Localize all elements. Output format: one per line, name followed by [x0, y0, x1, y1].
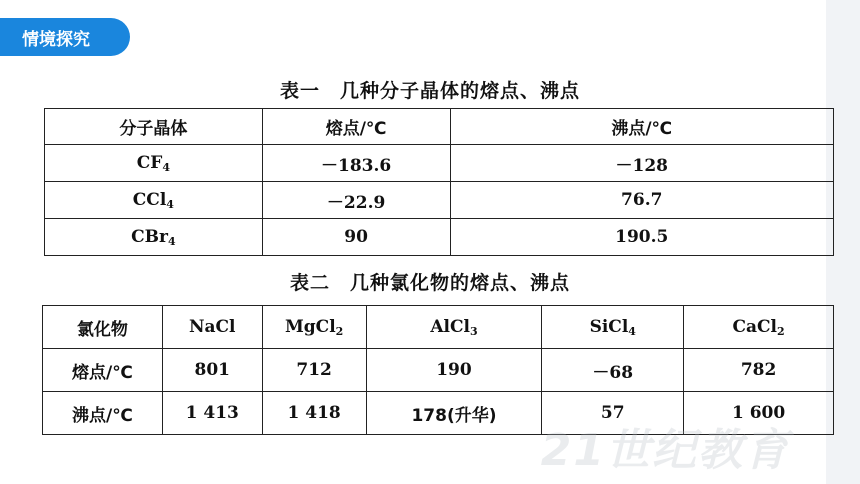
- table-row: [43, 349, 834, 392]
- melting-point-cell: －183.6: [262, 145, 450, 182]
- melting-point-cell: 712: [262, 349, 366, 392]
- watermark-logo: 21世纪教育: [540, 425, 790, 476]
- boiling-point-cell: －128: [450, 145, 834, 182]
- molecular-crystal-table: [44, 108, 834, 256]
- boiling-point-cell: 57: [542, 392, 684, 435]
- melting-point-cell: －68: [542, 349, 684, 392]
- table-row: [45, 182, 834, 219]
- formula-cell: CBr$_4$: [45, 219, 263, 256]
- section-tag: 情境探究: [0, 18, 130, 56]
- formula-cell: CCl$_4$: [45, 182, 263, 219]
- header-cell: 分子晶体: [45, 109, 263, 145]
- compound-cell: AlCl$_3$: [366, 306, 542, 349]
- boiling-point-cell: 1 418: [262, 392, 366, 435]
- table-header-row: [43, 306, 834, 349]
- table2-title: 表二 几种氯化物的熔点、沸点: [289, 272, 570, 294]
- compound-cell: CaCl$_2$: [684, 306, 834, 349]
- melting-point-cell: 190: [366, 349, 542, 392]
- header-cell: 熔点/℃: [262, 109, 450, 145]
- row-label-cell: 熔点/℃: [43, 349, 163, 392]
- compound-cell: SiCl$_4$: [542, 306, 684, 349]
- header-cell: 氯化物: [43, 306, 163, 349]
- melting-point-cell: 801: [162, 349, 262, 392]
- table-row: [45, 219, 834, 256]
- compound-cell: MgCl$_2$: [262, 306, 366, 349]
- table1-title: 表一 几种分子晶体的熔点、沸点: [279, 80, 580, 102]
- table-row: [45, 145, 834, 182]
- melting-point-cell: 90: [262, 219, 450, 256]
- melting-point-cell: 782: [684, 349, 834, 392]
- boiling-point-cell: 1 600: [684, 392, 834, 435]
- boiling-point-cell: 1 413: [162, 392, 262, 435]
- melting-point-cell: －22.9: [262, 182, 450, 219]
- table-header-row: [45, 109, 834, 145]
- row-label-cell: 沸点/℃: [43, 392, 163, 435]
- boiling-point-cell: 178(升华): [366, 392, 542, 435]
- boiling-point-cell: 190.5: [450, 219, 834, 256]
- formula-cell: $CF_4$: [45, 145, 263, 182]
- compound-cell: NaCl: [162, 306, 262, 349]
- boiling-point-cell: 76.7: [450, 182, 834, 219]
- header-cell: 沸点/℃: [450, 109, 834, 145]
